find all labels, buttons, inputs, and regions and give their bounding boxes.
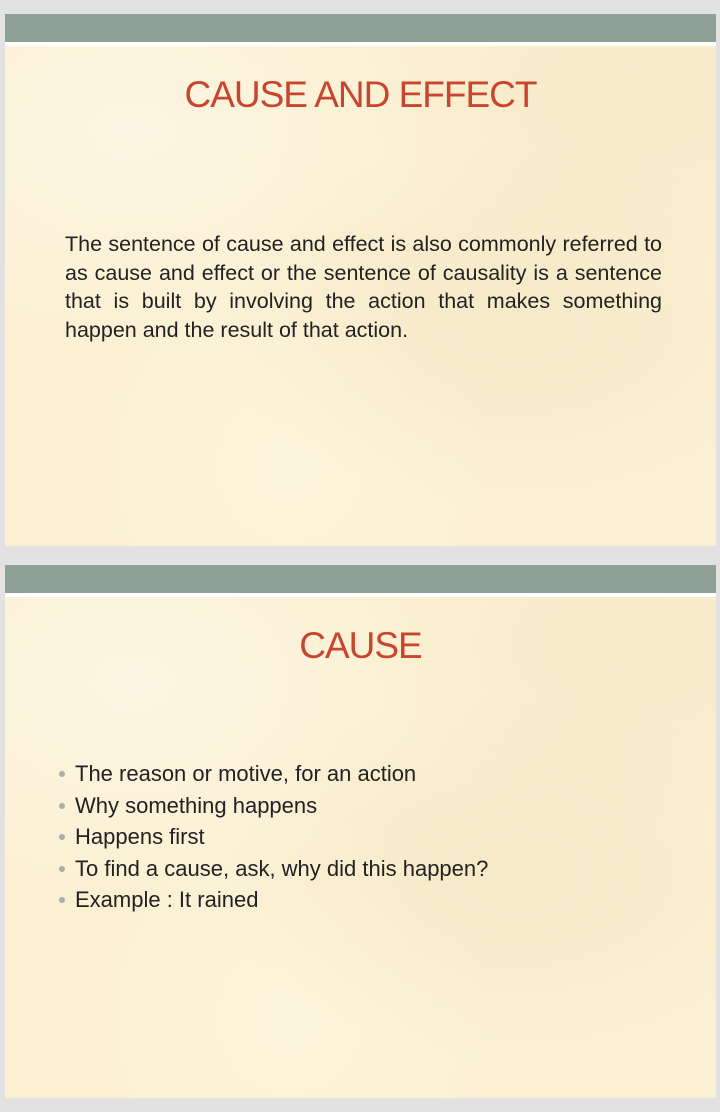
slide-header-divider xyxy=(5,593,716,597)
bullet-icon xyxy=(59,866,65,872)
slide-header-divider xyxy=(5,42,716,46)
bullet-icon xyxy=(59,803,65,809)
list-item-text: To find a cause, ask, why did this happen? xyxy=(75,855,489,881)
list-item xyxy=(57,758,488,790)
list-item-text: Why something happens xyxy=(75,792,318,818)
slide-cause xyxy=(5,565,716,1098)
slide-title: CAUSE xyxy=(299,625,422,666)
slide-title: CAUSE AND EFFECT xyxy=(184,74,537,115)
list-item xyxy=(57,821,488,853)
list-item-text: Happens first xyxy=(75,824,205,850)
list-item-text: Example : It rained xyxy=(75,887,259,913)
bullet-icon xyxy=(59,834,65,840)
slide-header-bar xyxy=(5,14,716,42)
bullet-list xyxy=(57,758,488,916)
slide-cause-and-effect xyxy=(5,14,716,546)
list-item xyxy=(57,853,488,885)
list-item xyxy=(57,790,488,822)
list-item-text: The reason or motive, for an action xyxy=(75,761,417,786)
slide-body-text: The sentence of cause and effect is also commonly referred to as cause and effect or the sentence of causality is a sentence that is built by involving the action that makes something happen and the result of that action. xyxy=(65,232,662,342)
slide-header-bar xyxy=(5,565,716,593)
bullet-icon xyxy=(59,897,65,903)
list-item xyxy=(57,884,488,916)
bullet-icon xyxy=(59,771,65,777)
